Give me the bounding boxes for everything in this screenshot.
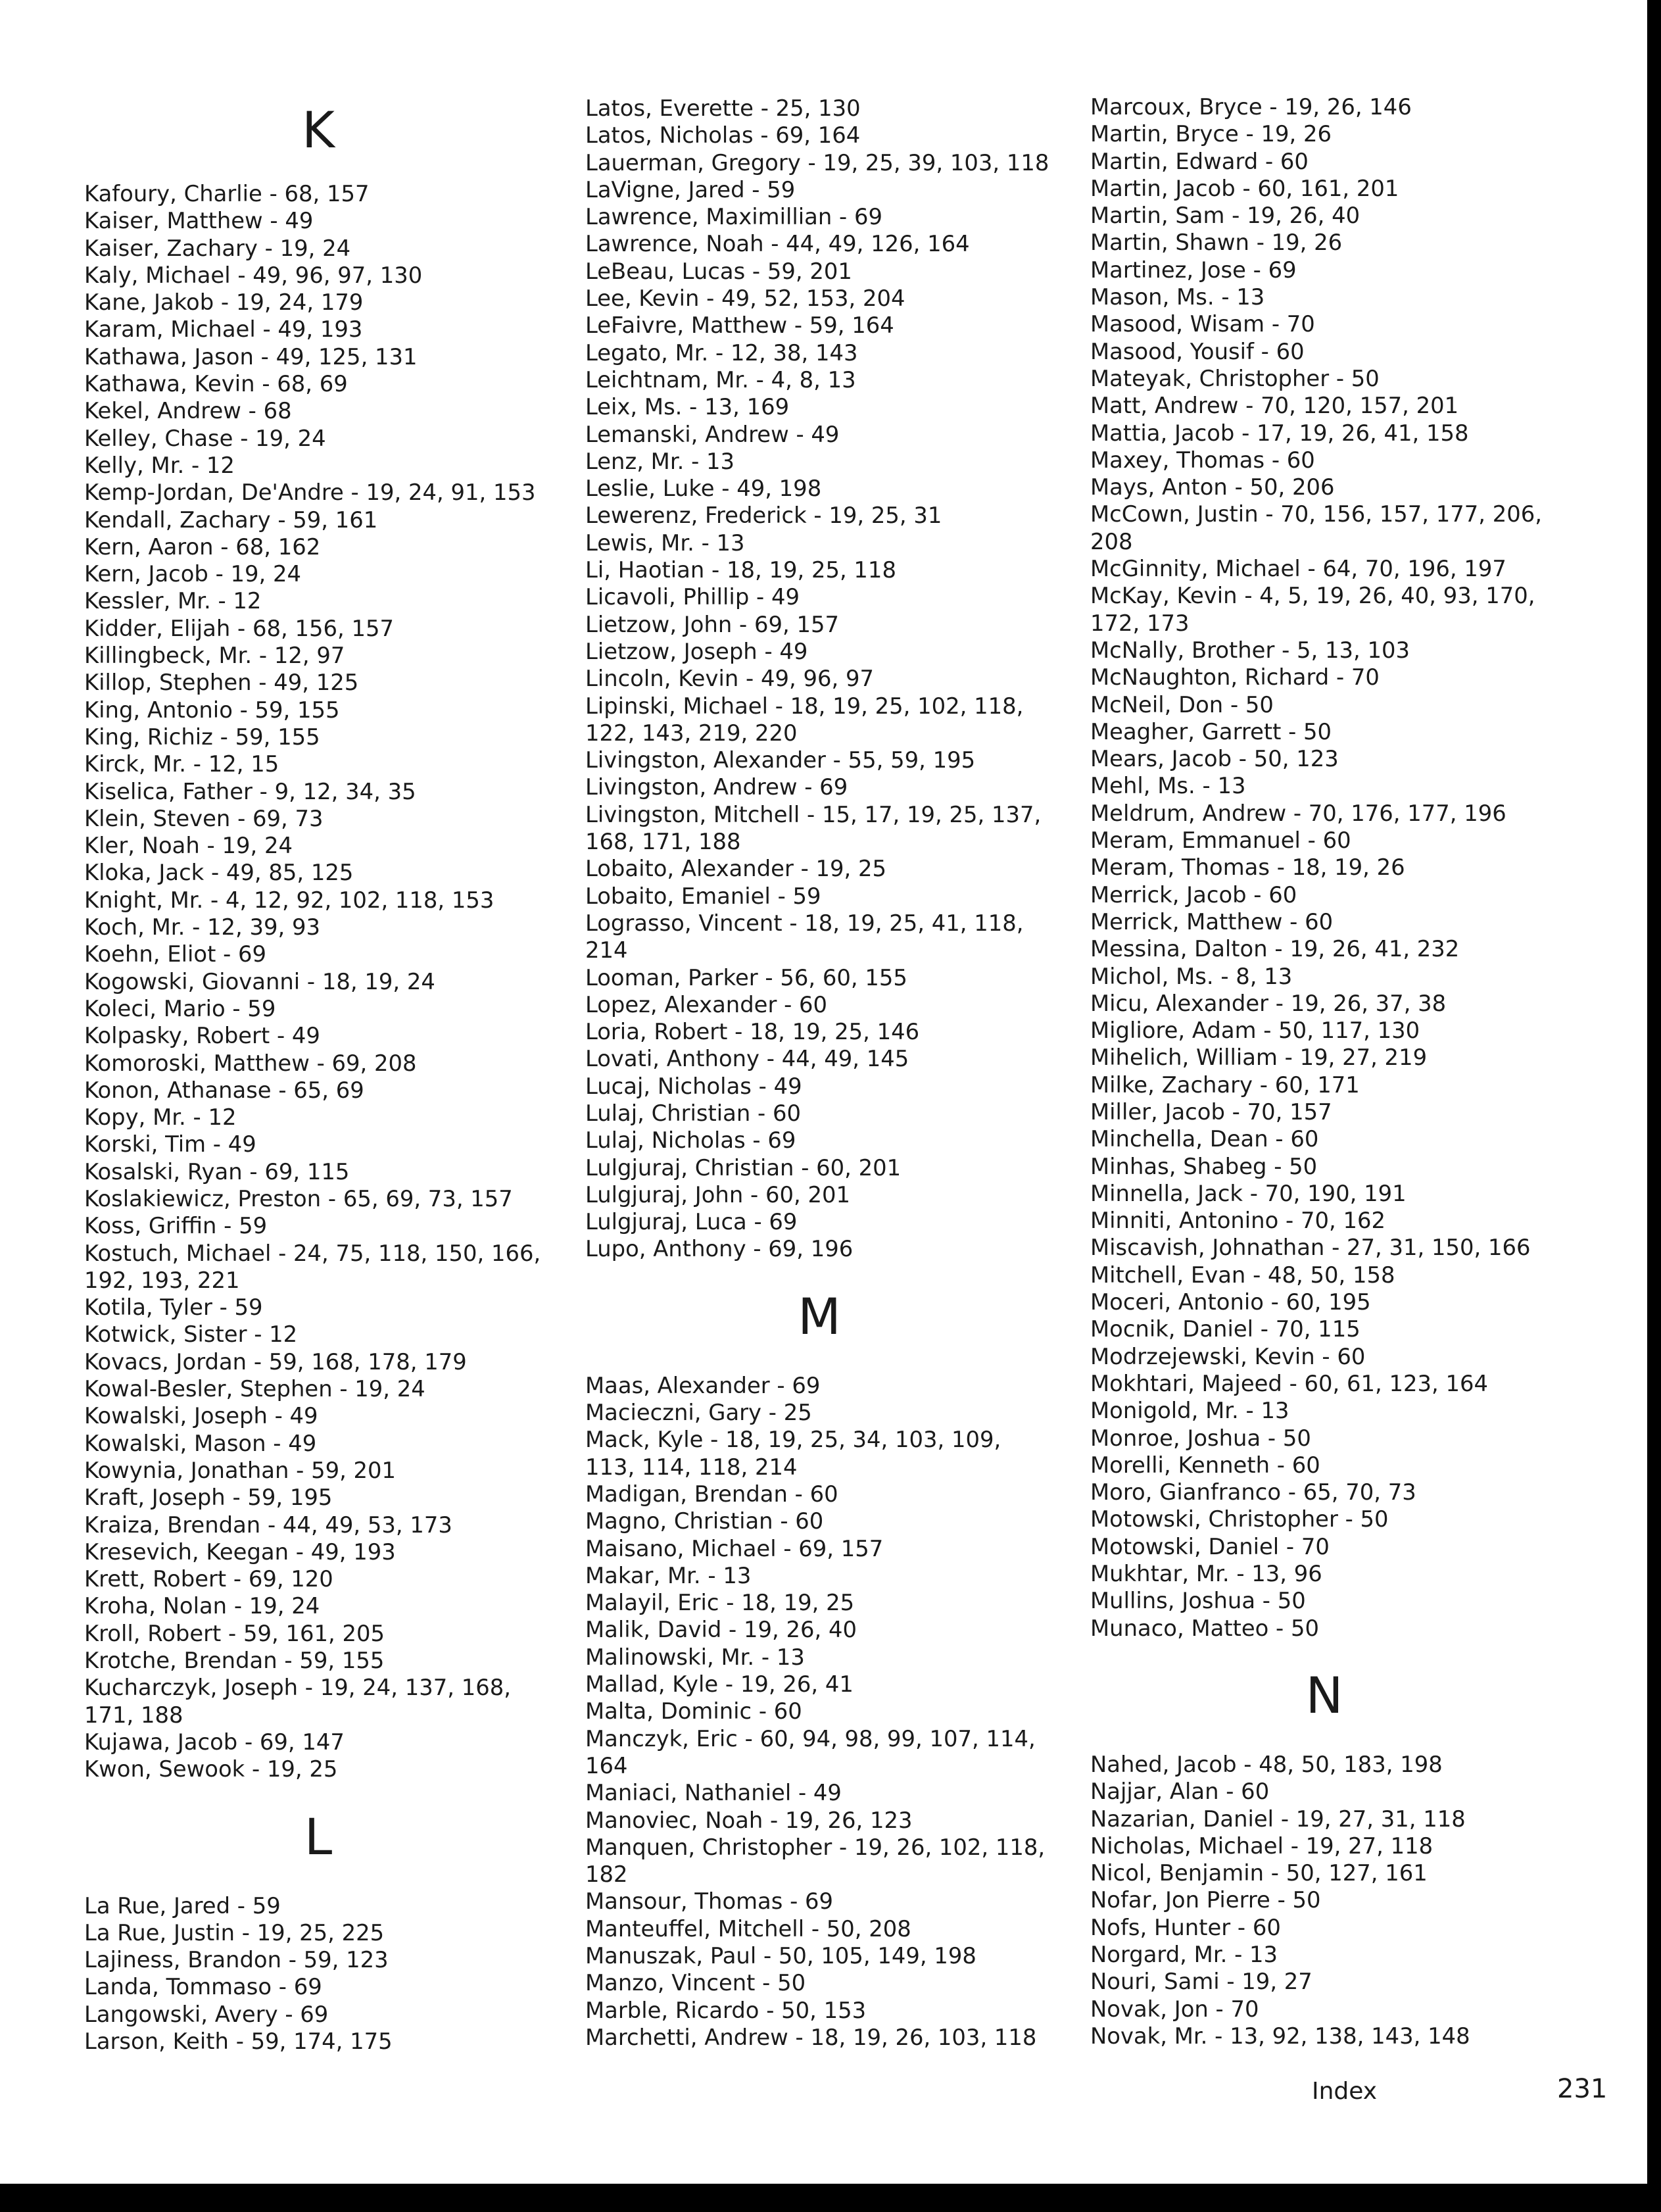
index-entry: Larson, Keith - 59, 174, 175 — [84, 2028, 393, 2054]
index-entry: Krett, Robert - 69, 120 — [84, 1566, 333, 1592]
index-entry: Malta, Dominic - 60 — [585, 1698, 802, 1725]
index-entry: Mitchell, Evan - 48, 50, 158 — [1090, 1262, 1395, 1288]
index-column-3 — [1090, 93, 1570, 2050]
index-entry: Manczyk, Eric - 60, 94, 98, 99, 107, 114, — [585, 1725, 1036, 1752]
index-entry: Mihelich, William - 19, 27, 219 — [1090, 1045, 1428, 1071]
index-entry: Leslie, Luke - 49, 198 — [585, 476, 822, 502]
index-entry: Martin, Shawn - 19, 26 — [1090, 230, 1343, 256]
index-entry: Kelley, Chase - 19, 24 — [84, 425, 326, 451]
index-entry: Mukhtar, Mr. - 13, 96 — [1090, 1561, 1322, 1587]
index-entry: Kopy, Mr. - 12 — [84, 1104, 237, 1131]
index-entry: Kowalski, Mason - 49 — [84, 1430, 317, 1456]
index-entry: Novak, Mr. - 13, 92, 138, 143, 148 — [1090, 2023, 1470, 2049]
index-entry: Madigan, Brendan - 60 — [585, 1481, 838, 1507]
index-entry: Lincoln, Kevin - 49, 96, 97 — [585, 666, 874, 692]
index-entry: Masood, Wisam - 70 — [1090, 311, 1315, 337]
index-entry: Meram, Emmanuel - 60 — [1090, 827, 1351, 854]
index-entry: Kraiza, Brendan - 44, 49, 53, 173 — [84, 1512, 452, 1538]
index-entry: Legato, Mr. - 12, 38, 143 — [585, 339, 858, 366]
index-entry: Marcoux, Bryce - 19, 26, 146 — [1090, 94, 1412, 120]
index-entry: Migliore, Adam - 50, 117, 130 — [1090, 1018, 1420, 1044]
index-entry: Martinez, Jose - 69 — [1090, 257, 1297, 283]
index-entry: Motowski, Christopher - 50 — [1090, 1506, 1389, 1533]
index-entry-continuation: 214 — [585, 937, 628, 964]
section-letter: K — [302, 101, 335, 159]
index-entry: Nicol, Benjamin - 50, 127, 161 — [1090, 1860, 1428, 1886]
index-entry: Mehl, Ms. - 13 — [1090, 773, 1246, 799]
index-entry: Kowynia, Jonathan - 59, 201 — [84, 1457, 397, 1483]
index-entry: Lenz, Mr. - 13 — [585, 448, 735, 474]
index-entry: Manoviec, Noah - 19, 26, 123 — [585, 1807, 913, 1833]
page-number: 231 — [1557, 2074, 1608, 2104]
index-entry: Lewis, Mr. - 13 — [585, 529, 745, 556]
section-letter: L — [304, 1807, 333, 1866]
index-entry-continuation: 164 — [585, 1752, 628, 1779]
index-entry: Michol, Ms. - 8, 13 — [1090, 963, 1293, 989]
index-entry: Meram, Thomas - 18, 19, 26 — [1090, 854, 1405, 881]
index-entry: Magno, Christian - 60 — [585, 1508, 824, 1535]
index-entry: Merrick, Jacob - 60 — [1090, 881, 1297, 908]
index-entry: Kogowski, Giovanni - 18, 19, 24 — [84, 968, 435, 995]
index-entry: Nouri, Sami - 19, 27 — [1090, 1969, 1312, 1995]
index-entry: Mansour, Thomas - 69 — [585, 1888, 834, 1915]
index-entry: Lee, Kevin - 49, 52, 153, 204 — [585, 285, 905, 312]
index-entry-continuation: 172, 173 — [1090, 610, 1190, 636]
index-entry: Masood, Yousif - 60 — [1090, 338, 1305, 364]
index-entry: Konon, Athanase - 65, 69 — [84, 1077, 364, 1103]
index-entry: Kafoury, Charlie - 68, 157 — [84, 181, 370, 207]
index-entry: Meagher, Garrett - 50 — [1090, 718, 1332, 745]
index-entry: McKay, Kevin - 4, 5, 19, 26, 40, 93, 170, — [1090, 583, 1535, 609]
index-entry-continuation: 113, 114, 118, 214 — [585, 1454, 798, 1480]
index-entry: Morelli, Kenneth - 60 — [1090, 1452, 1320, 1478]
index-entry: Mokhtari, Majeed - 60, 61, 123, 164 — [1090, 1370, 1489, 1396]
index-entry: Nazarian, Daniel - 19, 27, 31, 118 — [1090, 1806, 1466, 1832]
index-entry: La Rue, Jared - 59 — [84, 1892, 281, 1919]
index-entry: King, Richiz - 59, 155 — [84, 724, 320, 750]
index-entry: Langowski, Avery - 69 — [84, 2001, 329, 2027]
index-entry-continuation: 192, 193, 221 — [84, 1267, 240, 1293]
index-entry: Kler, Noah - 19, 24 — [84, 833, 293, 859]
index-entry: Kathawa, Jason - 49, 125, 131 — [84, 343, 418, 370]
index-entry: Messina, Dalton - 19, 26, 41, 232 — [1090, 936, 1460, 962]
index-entry: Mays, Anton - 50, 206 — [1090, 474, 1335, 501]
index-entry: Koslakiewicz, Preston - 65, 69, 73, 157 — [84, 1185, 513, 1212]
index-entry: Malik, David - 19, 26, 40 — [585, 1617, 857, 1643]
index-entry: Nofar, Jon Pierre - 50 — [1090, 1887, 1321, 1913]
index-entry: Mears, Jacob - 50, 123 — [1090, 746, 1339, 772]
index-entry: Minchella, Dean - 60 — [1090, 1126, 1319, 1152]
footer-section-label: Index — [1312, 2078, 1378, 2105]
index-entry: Miller, Jacob - 70, 157 — [1090, 1098, 1332, 1125]
index-entry: Kraft, Joseph - 59, 195 — [84, 1485, 333, 1511]
section-letter: M — [798, 1287, 841, 1346]
index-entry: Meldrum, Andrew - 70, 176, 177, 196 — [1090, 800, 1506, 826]
index-entry: Kowalski, Joseph - 49 — [84, 1403, 318, 1429]
index-entry: Kern, Jacob - 19, 24 — [84, 561, 302, 587]
index-entry: Minniti, Antonino - 70, 162 — [1090, 1208, 1385, 1234]
index-entry: Lobaito, Emaniel - 59 — [585, 883, 821, 909]
index-entry: Merrick, Matthew - 60 — [1090, 908, 1334, 935]
index-entry: Koleci, Mario - 59 — [84, 995, 276, 1021]
index-entry: Kolpasky, Robert - 49 — [84, 1023, 320, 1049]
index-entry: Kessler, Mr. - 12 — [84, 588, 262, 614]
index-entry: Maxey, Thomas - 60 — [1090, 447, 1315, 473]
index-entry: Kotila, Tyler - 59 — [84, 1294, 263, 1321]
index-entry: McNally, Brother - 5, 13, 103 — [1090, 637, 1410, 663]
index-entry: Klein, Steven - 69, 73 — [84, 805, 324, 831]
index-entry: Lograsso, Vincent - 18, 19, 25, 41, 118, — [585, 910, 1024, 936]
index-entry: Marble, Ricardo - 50, 153 — [585, 1997, 867, 2023]
index-entry: Malinowski, Mr. - 13 — [585, 1644, 805, 1670]
index-entry: Lemanski, Andrew - 49 — [585, 421, 840, 447]
index-entry: Micu, Alexander - 19, 26, 37, 38 — [1090, 990, 1447, 1016]
index-entry: LeBeau, Lucas - 59, 201 — [585, 258, 852, 284]
index-entry: Kowal-Besler, Stephen - 19, 24 — [84, 1376, 425, 1402]
index-entry: Kresevich, Keegan - 49, 193 — [84, 1538, 396, 1565]
index-entry: Kostuch, Michael - 24, 75, 118, 150, 166, — [84, 1240, 541, 1266]
index-entry: Karam, Michael - 49, 193 — [84, 316, 363, 343]
index-entry: Minnella, Jack - 70, 190, 191 — [1090, 1180, 1407, 1206]
index-entry: Martin, Edward - 60 — [1090, 148, 1309, 174]
index-entry: Mateyak, Christopher - 50 — [1090, 365, 1380, 391]
index-entry: Li, Haotian - 18, 19, 25, 118 — [585, 557, 896, 583]
index-entry: Monigold, Mr. - 13 — [1090, 1398, 1289, 1424]
index-entry: McNeil, Don - 50 — [1090, 691, 1274, 718]
index-entry: Kelly, Mr. - 12 — [84, 452, 235, 478]
index-entry: Knight, Mr. - 4, 12, 92, 102, 118, 153 — [84, 887, 494, 913]
index-entry: Licavoli, Phillip - 49 — [585, 584, 800, 610]
index-entry: Korski, Tim - 49 — [84, 1131, 256, 1158]
index-entry: Lupo, Anthony - 69, 196 — [585, 1236, 854, 1262]
index-entry: Latos, Everette - 25, 130 — [585, 95, 861, 121]
index-entry: Maniaci, Nathaniel - 49 — [585, 1780, 842, 1806]
index-entry: Mallad, Kyle - 19, 26, 41 — [585, 1671, 854, 1698]
index-entry: Kroha, Nolan - 19, 24 — [84, 1593, 320, 1619]
index-entry: Kiselica, Father - 9, 12, 34, 35 — [84, 778, 416, 804]
index-entry: Makar, Mr. - 13 — [585, 1562, 752, 1588]
index-entry: Kidder, Elijah - 68, 156, 157 — [84, 615, 394, 641]
index-entry: Kosalski, Ryan - 69, 115 — [84, 1158, 350, 1185]
index-entry: Maisano, Michael - 69, 157 — [585, 1535, 884, 1561]
index-entry: Killop, Stephen - 49, 125 — [84, 670, 359, 696]
index-entry: Malayil, Eric - 18, 19, 25 — [585, 1590, 855, 1616]
index-entry: Krotche, Brendan - 59, 155 — [84, 1648, 385, 1674]
index-entry: Mason, Ms. - 13 — [1090, 284, 1265, 310]
index-entry: Kovacs, Jordan - 59, 168, 178, 179 — [84, 1348, 467, 1375]
index-entry: Lopez, Alexander - 60 — [585, 991, 828, 1018]
index-entry: McGinnity, Michael - 64, 70, 196, 197 — [1090, 556, 1506, 582]
index-entry: Lulaj, Christian - 60 — [585, 1100, 802, 1126]
index-entry: Mocnik, Daniel - 70, 115 — [1090, 1316, 1360, 1342]
index-entry: Kekel, Andrew - 68 — [84, 398, 292, 424]
index-entry: Najjar, Alan - 60 — [1090, 1779, 1270, 1805]
index-entry: Manquen, Christopher - 19, 26, 102, 118, — [585, 1834, 1046, 1860]
index-entry: Manteuffel, Mitchell - 50, 208 — [585, 1915, 911, 1942]
index-entry: Mullins, Joshua - 50 — [1090, 1588, 1306, 1614]
index-entry: Lietzow, Joseph - 49 — [585, 638, 808, 664]
index-entry: Novak, Jon - 70 — [1090, 1996, 1259, 2022]
index-entry: Lulgjuraj, Christian - 60, 201 — [585, 1154, 902, 1181]
index-entry: Kwon, Sewook - 19, 25 — [84, 1756, 338, 1782]
index-entry: Moro, Gianfranco - 65, 70, 73 — [1090, 1479, 1416, 1506]
index-entry: Kotwick, Sister - 12 — [84, 1321, 298, 1348]
index-entry-continuation: 171, 188 — [84, 1702, 183, 1728]
index-entry: Lucaj, Nicholas - 49 — [585, 1073, 802, 1099]
index-entry: Kaiser, Zachary - 19, 24 — [84, 235, 351, 261]
index-entry: Kendall, Zachary - 59, 161 — [84, 506, 378, 533]
index-entry: Koch, Mr. - 12, 39, 93 — [84, 914, 321, 941]
index-entry: Nicholas, Michael - 19, 27, 118 — [1090, 1832, 1433, 1859]
index-entry: Killingbeck, Mr. - 12, 97 — [84, 643, 345, 669]
index-entry: McNaughton, Richard - 70 — [1090, 664, 1380, 691]
index-entry-continuation: 122, 143, 219, 220 — [585, 720, 798, 746]
index-entry: Landa, Tommaso - 69 — [84, 1974, 322, 2000]
index-entry: Latos, Nicholas - 69, 164 — [585, 122, 861, 149]
index-entry-continuation: 208 — [1090, 528, 1133, 554]
section-letter: N — [1305, 1665, 1343, 1725]
index-entry: Lulgjuraj, Luca - 69 — [585, 1209, 798, 1235]
index-entry: Livingston, Mitchell - 15, 17, 19, 25, 137, — [585, 801, 1042, 827]
index-entry: Norgard, Mr. - 13 — [1090, 1942, 1278, 1967]
index-entry: Lietzow, John - 69, 157 — [585, 611, 839, 637]
index-entry: Kirck, Mr. - 12, 15 — [84, 751, 279, 777]
index-entry: Matt, Andrew - 70, 120, 157, 201 — [1090, 393, 1459, 419]
index-entry: Lulaj, Nicholas - 69 — [585, 1127, 796, 1154]
index-entry: Lovati, Anthony - 44, 49, 145 — [585, 1046, 909, 1072]
index-entry: Munaco, Matteo - 50 — [1090, 1615, 1319, 1641]
index-entry: Mattia, Jacob - 17, 19, 26, 41, 158 — [1090, 420, 1469, 446]
index-entry: Manuszak, Paul - 50, 105, 149, 198 — [585, 1943, 976, 1969]
index-entry-continuation: 182 — [585, 1861, 628, 1888]
index-entry: Leichtnam, Mr. - 4, 8, 13 — [585, 366, 856, 393]
index-entry: Kemp-Jordan, De'Andre - 19, 24, 91, 153 — [84, 479, 536, 506]
index-entry: Lawrence, Noah - 44, 49, 126, 164 — [585, 231, 970, 257]
index-entry: Miscavish, Johnathan - 27, 31, 150, 166 — [1090, 1235, 1531, 1261]
index-entry: Modrzejewski, Kevin - 60 — [1090, 1343, 1366, 1369]
index-entry: Kern, Aaron - 68, 162 — [84, 533, 321, 560]
index-entry: Motowski, Daniel - 70 — [1090, 1533, 1330, 1560]
index-entry: LeFaivre, Matthew - 59, 164 — [585, 312, 894, 339]
index-column-2 — [585, 95, 1065, 2051]
index-entry: Lulgjuraj, John - 60, 201 — [585, 1181, 850, 1208]
index-entry: Minhas, Shabeg - 50 — [1090, 1153, 1318, 1179]
index-entry: Kujawa, Jacob - 69, 147 — [84, 1729, 345, 1755]
index-entry: Nofs, Hunter - 60 — [1090, 1914, 1281, 1940]
index-entry: Kucharczyk, Joseph - 19, 24, 137, 168, — [84, 1675, 511, 1701]
index-entry: McCown, Justin - 70, 156, 157, 177, 206, — [1090, 501, 1543, 528]
index-entry: King, Antonio - 59, 155 — [84, 697, 340, 723]
index-entry: Lewerenz, Frederick - 19, 25, 31 — [585, 503, 942, 529]
index-entry: Lobaito, Alexander - 19, 25 — [585, 856, 887, 882]
index-entry: Manzo, Vincent - 50 — [585, 1970, 806, 1996]
index-entry: Livingston, Alexander - 55, 59, 195 — [585, 747, 976, 774]
index-column-1 — [84, 101, 564, 2055]
index-entry: Kathawa, Kevin - 68, 69 — [84, 371, 348, 397]
index-entry: Kaiser, Matthew - 49 — [84, 208, 314, 234]
index-entry: La Rue, Justin - 19, 25, 225 — [84, 1919, 385, 1946]
index-entry: Marchetti, Andrew - 18, 19, 26, 103, 118 — [585, 2024, 1037, 2050]
index-entry: Lauerman, Gregory - 19, 25, 39, 103, 118 — [585, 149, 1049, 176]
index-entry: Kloka, Jack - 49, 85, 125 — [84, 860, 354, 886]
index-entry: Lajiness, Brandon - 59, 123 — [84, 1947, 389, 1973]
index-entry: Nahed, Jacob - 48, 50, 183, 198 — [1090, 1751, 1443, 1777]
index-entry: Martin, Jacob - 60, 161, 201 — [1090, 175, 1399, 201]
index-entry: Martin, Sam - 19, 26, 40 — [1090, 203, 1360, 229]
index-entry: Monroe, Joshua - 50 — [1090, 1425, 1311, 1451]
index-entry: Macieczni, Gary - 25 — [585, 1400, 812, 1426]
index-entry: Koehn, Eliot - 69 — [84, 941, 267, 968]
index-entry: Livingston, Andrew - 69 — [585, 774, 848, 800]
index-entry: Kane, Jakob - 19, 24, 179 — [84, 289, 364, 316]
index-entry: Komoroski, Matthew - 69, 208 — [84, 1050, 417, 1076]
index-entry: Kaly, Michael - 49, 96, 97, 130 — [84, 262, 423, 288]
index-entry: Milke, Zachary - 60, 171 — [1090, 1071, 1360, 1098]
index-entry-continuation: 168, 171, 188 — [585, 829, 741, 855]
index-entry: Kroll, Robert - 59, 161, 205 — [84, 1620, 385, 1646]
index-entry: Lipinski, Michael - 18, 19, 25, 102, 118, — [585, 693, 1024, 719]
index-entry: Mack, Kyle - 18, 19, 25, 34, 103, 109, — [585, 1427, 1001, 1453]
index-entry: Loria, Robert - 18, 19, 25, 146 — [585, 1019, 920, 1045]
index-entry: LaVigne, Jared - 59 — [585, 176, 796, 203]
index-entry: Moceri, Antonio - 60, 195 — [1090, 1289, 1371, 1315]
index-entry: Looman, Parker - 56, 60, 155 — [585, 964, 907, 991]
index-entry: Maas, Alexander - 69 — [585, 1372, 821, 1398]
index-entry: Leix, Ms. - 13, 169 — [585, 394, 790, 420]
index-entry: Koss, Griffin - 59 — [84, 1213, 268, 1239]
index-entry: Lawrence, Maximillian - 69 — [585, 204, 882, 230]
index-entry: Martin, Bryce - 19, 26 — [1090, 121, 1332, 147]
